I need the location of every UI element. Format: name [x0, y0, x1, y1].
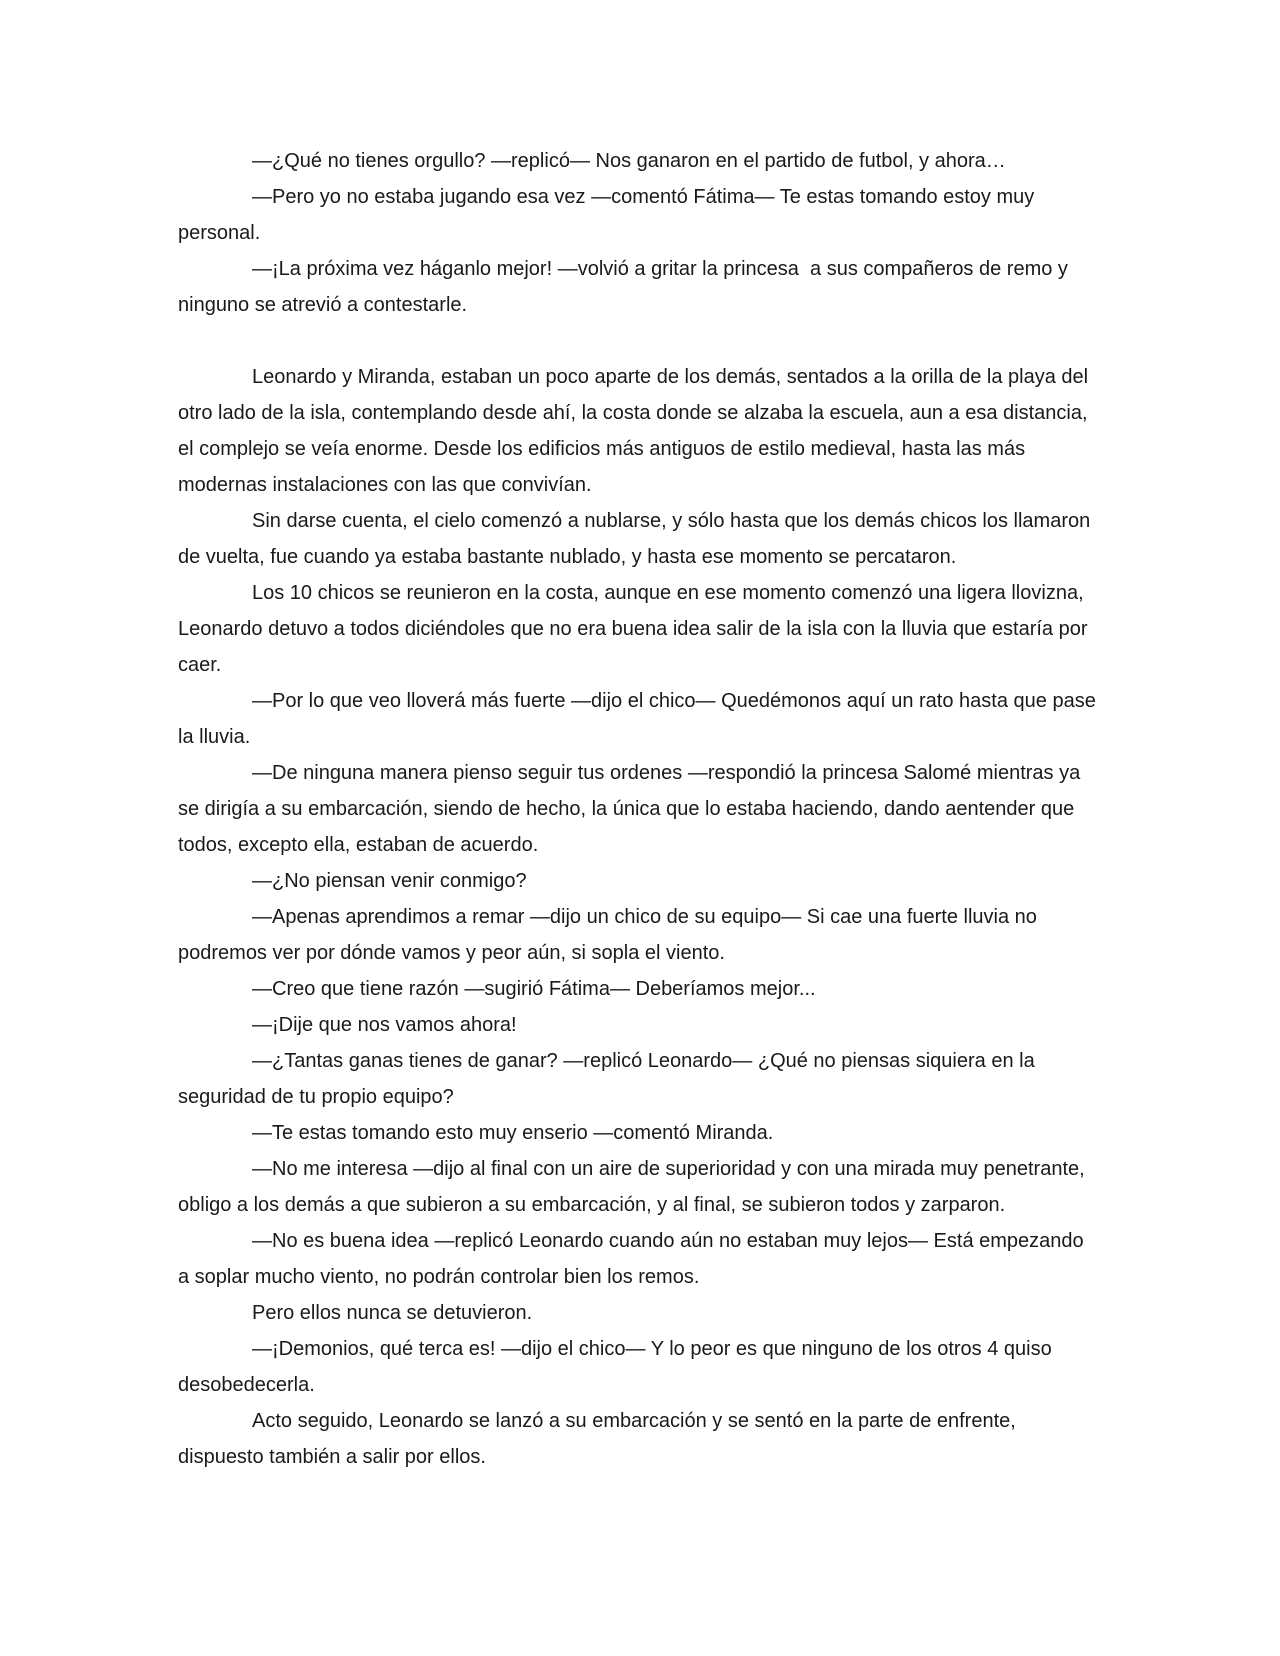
paragraph-11: —Creo que tiene razón —sugirió Fátima— Deberíamos mejor... — [252, 978, 816, 1000]
paragraph-10: —Apenas aprendimos a remar —dijo un chico de su equipo— Si cae una fuerte lluvia no podremos ver por dónde vamos y peor aún, si sopla el viento. — [178, 906, 1043, 964]
paragraph-3: —¡La próxima vez háganlo mejor! —volvió a gritar la princesa a sus compañeros de remo y ninguno se atrevió a contestarle. — [178, 258, 1074, 316]
paragraph-17: Pero ellos nunca se detuvieron. — [252, 1302, 533, 1324]
paragraph-18: —¡Demonios, qué terca es! —dijo el chico— Y lo peor es que ninguno de los otros 4 quiso desobedecerla. — [178, 1338, 1058, 1396]
paragraph-14: —Te estas tomando esto muy enserio —comentó Miranda. — [252, 1122, 774, 1144]
document-body — [178, 143, 1102, 1475]
paragraph-2: —Pero yo no estaba jugando esa vez —comentó Fátima— Te estas tomando estoy muy personal. — [178, 186, 1040, 244]
paragraph-6: Los 10 chicos se reunieron en la costa, aunque en ese momento comenzó una ligera llovizna, Leonardo detuvo a todos diciéndoles que no era buena idea salir de la isla con la lluvia que estaría por caer. — [178, 582, 1094, 676]
paragraph-1: —¿Qué no tienes orgullo? —replicó— Nos ganaron en el partido de futbol, y ahora… — [252, 150, 1006, 172]
paragraph-16: —No es buena idea —replicó Leonardo cuando aún no estaban muy lejos— Está empezando a soplar mucho viento, no podrán controlar bien los remos. — [178, 1230, 1090, 1288]
paragraph-9: —¿No piensan venir conmigo? — [252, 870, 527, 892]
paragraph-7: —Por lo que veo lloverá más fuerte —dijo el chico— Quedémonos aquí un rato hasta que pase la lluvia. — [178, 690, 1102, 748]
paragraph-8: —De ninguna manera pienso seguir tus ordenes —respondió la princesa Salomé mientras ya se dirigía a su embarcación, siendo de hecho, la única que lo estaba haciendo, dando aentender que todos, excepto ella, estaban de acuerdo. — [178, 762, 1086, 856]
paragraph-13: —¿Tantas ganas tienes de ganar? —replicó Leonardo— ¿Qué no piensas siquiera en la seguridad de tu propio equipo? — [178, 1050, 1041, 1108]
paragraph-12: —¡Dije que nos vamos ahora! — [252, 1014, 517, 1036]
paragraph-5: Sin darse cuenta, el cielo comenzó a nublarse, y sólo hasta que los demás chicos los llamaron de vuelta, fue cuando ya estaba bastante nublado, y hasta ese momento se percataron. — [178, 510, 1096, 568]
paragraph-19: Acto seguido, Leonardo se lanzó a su embarcación y se sentó en la parte de enfrente, dispuesto también a salir por ellos. — [178, 1410, 1022, 1468]
paragraph-4: Leonardo y Miranda, estaban un poco aparte de los demás, sentados a la orilla de la playa del otro lado de la isla, contemplando desde ahí, la costa donde se alzaba la escuela, aun a esa distancia, el complejo se veía enorme. Desde los edificios más antiguos de estilo medieval, hasta las más modernas instalaciones con las que convivían. — [178, 366, 1094, 496]
paragraph-15: —No me interesa —dijo al final con un aire de superioridad y con una mirada muy penetrante, obligo a los demás a que subieron a su embarcación, y al final, se subieron todos y zarparon. — [178, 1158, 1091, 1216]
